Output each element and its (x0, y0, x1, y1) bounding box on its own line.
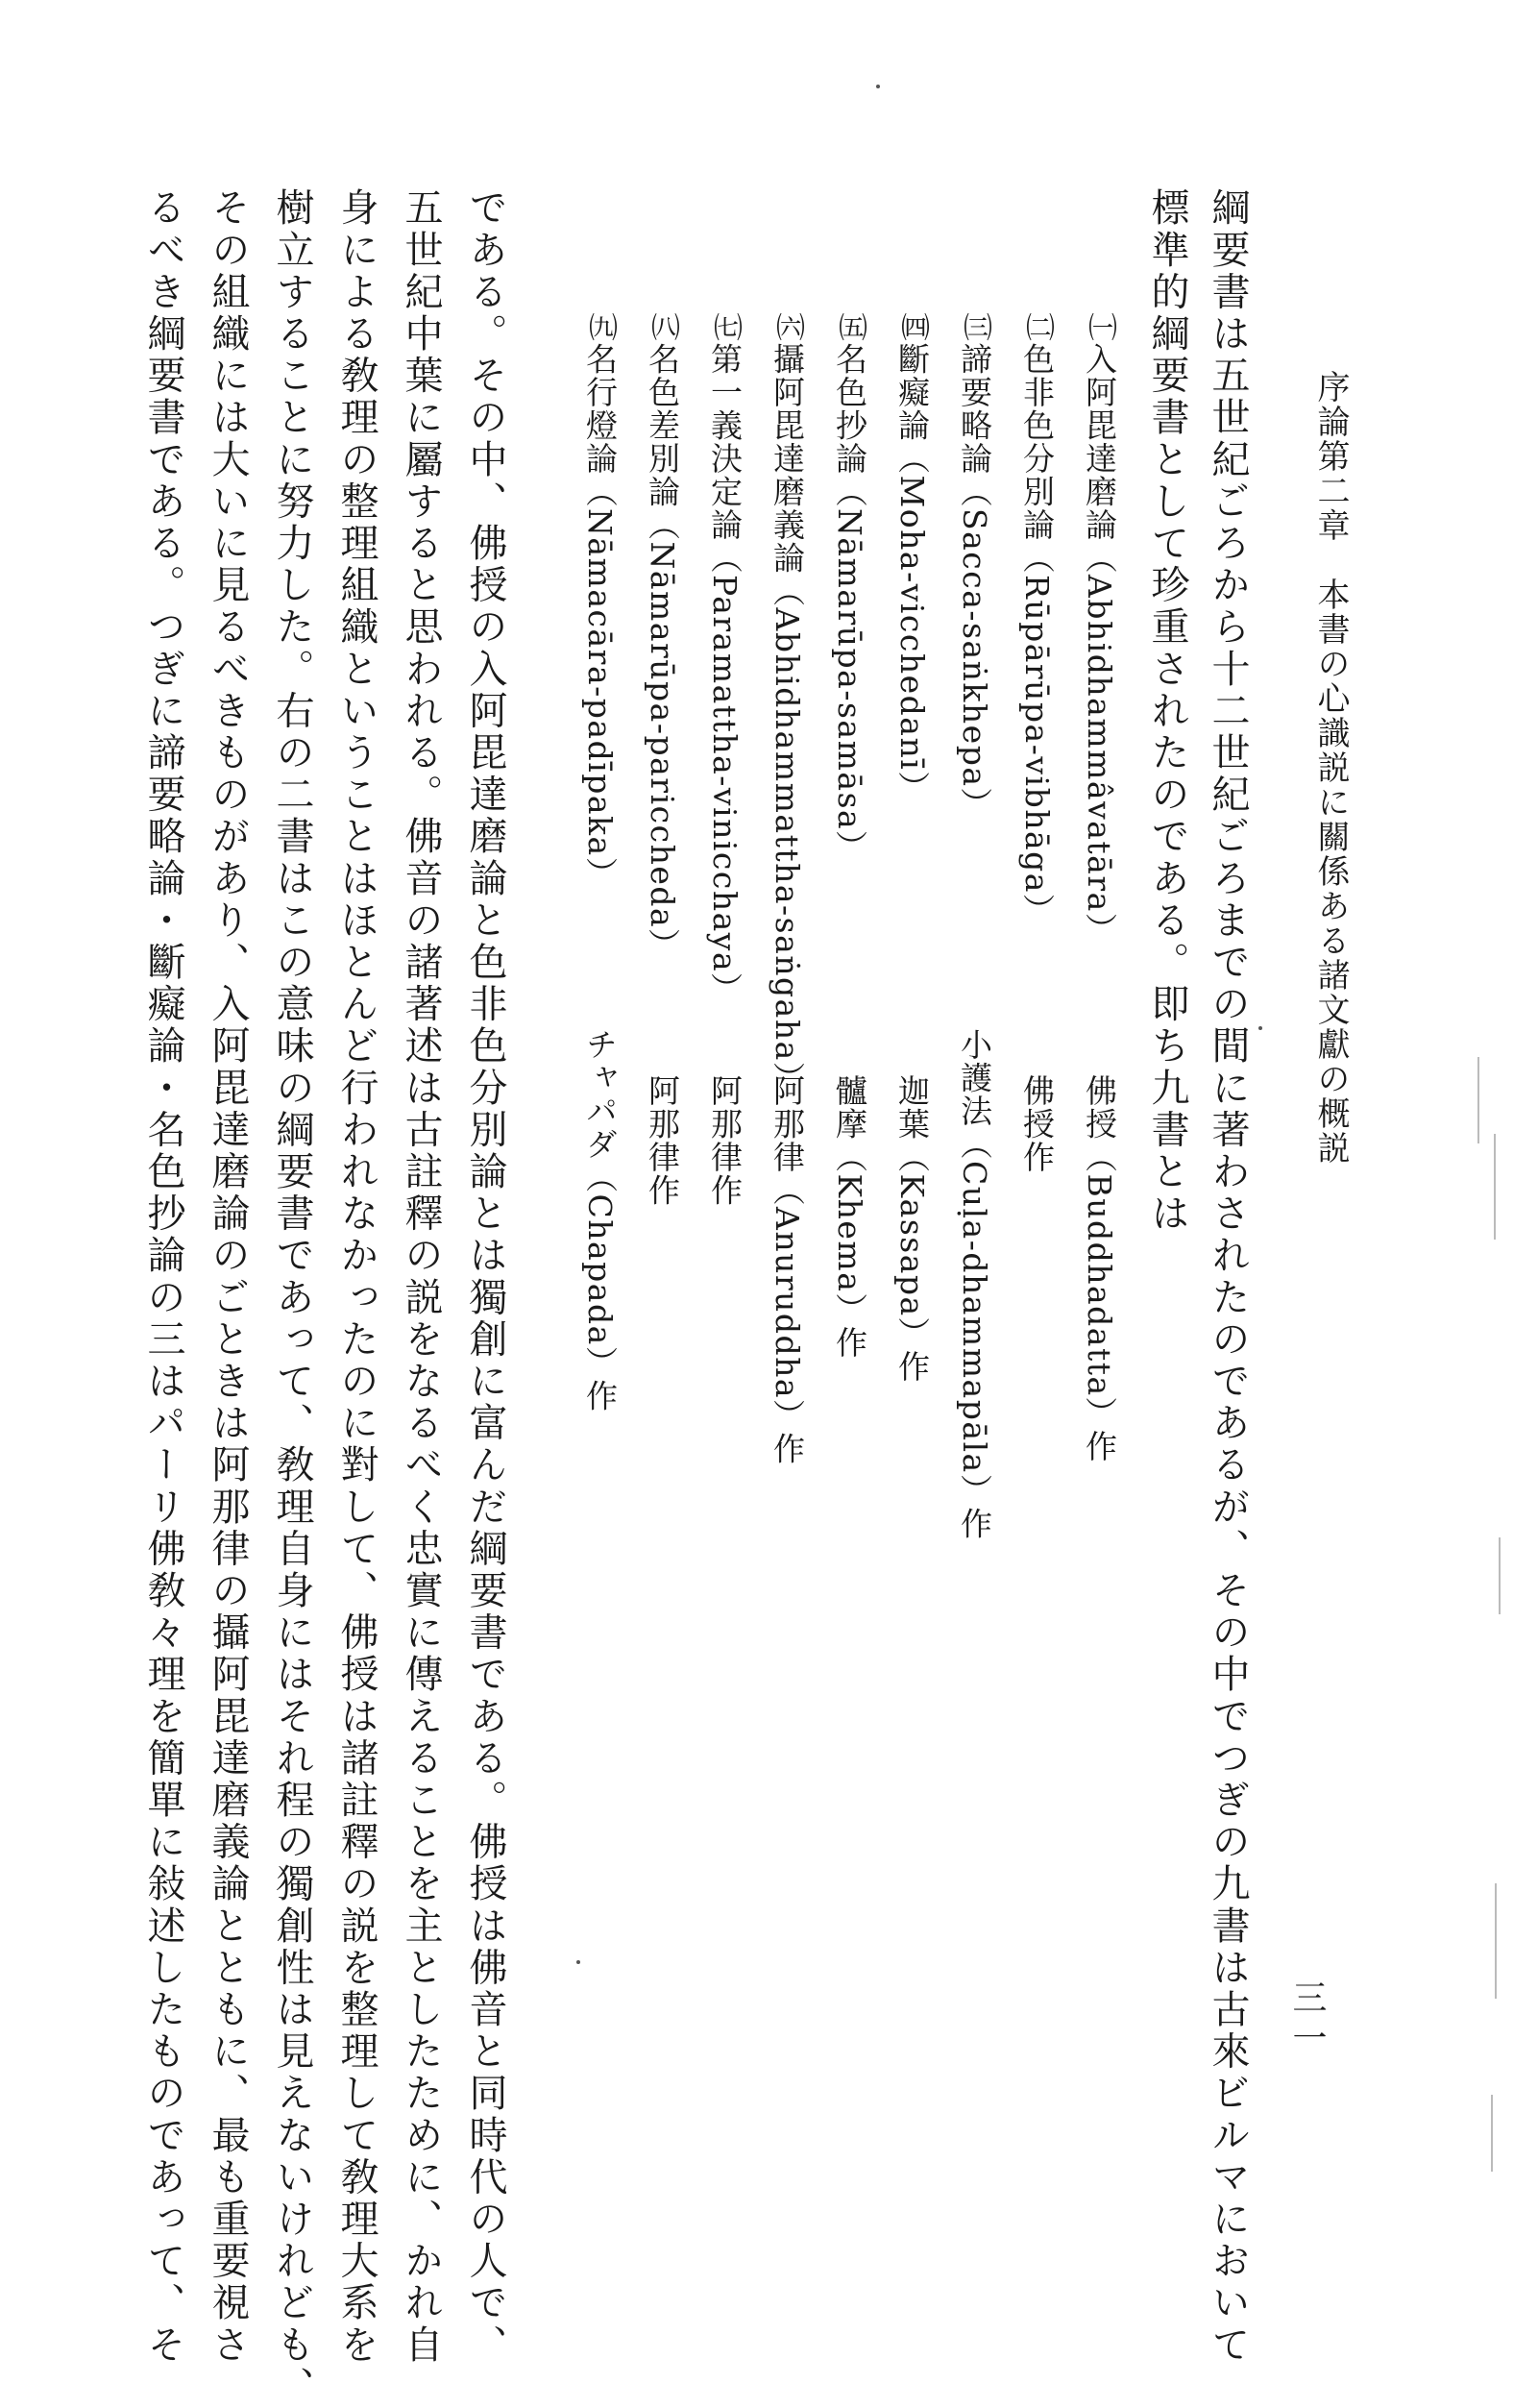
book-author: 佛授（Buddhadatta）作 (1081, 1074, 1118, 1463)
page-edge-shadow (1499, 1537, 1501, 1614)
list-item (706, 312, 744, 1006)
body-line: るべき綱要書である。つぎに諦要略論・斷癡論・名色抄論の三はパーリ佛敎々理を簡單に敍述したものであって、そ (141, 187, 185, 2367)
list-number: ㈢ (958, 312, 991, 343)
page-edge-shadow (1477, 1057, 1479, 1143)
page-number: 三一 (1287, 1979, 1327, 2060)
book-author: 髗摩（Khema）作 (831, 1074, 868, 1360)
list-number: ㈧ (646, 312, 679, 343)
book-title: 第一義決定論（Paramattha-vinicchaya） (706, 342, 744, 1006)
book-title: 名行燈論（Nāmacāra-padīpaka） (581, 342, 619, 891)
body-line: である。その中、佛授の入阿毘達磨論と色非色分別論とは獨創に富んだ綱要書である。佛授は佛音と同時代の人で、 (463, 187, 507, 2367)
body-line: 五世紀中葉に屬すると思われる。佛音の諸著述は古註釋の説をなるべく忠實に傳えることを主としたために、かれ自 (399, 187, 443, 2367)
scan-speck (576, 1960, 580, 1964)
book-title: 斷癡論（Moha-vicchedanī） (893, 342, 931, 804)
body-line: 身による敎理の整理組織ということはほとんど行われなかったのに對して、佛授は諸註釋の説を整理して敎理大系を (334, 187, 378, 2367)
list-item (581, 312, 619, 891)
list-item (769, 312, 806, 1095)
list-item (1018, 312, 1056, 927)
book-title: 攝阿毘達磨義論（Abhidhammattha-saṅgaha） (769, 342, 806, 1095)
intro-line-2: 標準的綱要書として珍重されたのである。即ち九書とは (1145, 187, 1189, 1235)
body-line: 樹立することに努力した。右の二書はこの意味の綱要書であって、敎理自身にはそれ程の獨創性は見えないけれども、 (270, 187, 314, 2408)
list-item (956, 312, 993, 822)
page-edge-shadow (1491, 2095, 1493, 2172)
book-title: 諦要略論（Sacca-saṅkhepa） (956, 342, 993, 822)
body-line: その組織には大いに見るべきものがあり、入阿毘達磨論のごときは阿那律の攝阿毘達磨義論とともに、最も重要視さ (206, 187, 250, 2367)
list-number: ㈡ (1020, 312, 1054, 343)
scan-speck (1258, 1026, 1262, 1030)
book-title: 名色差別論（Nāmarūpa-pariccheda） (644, 342, 681, 962)
page-edge-shadow (1495, 1883, 1497, 1999)
book-author: 迦葉（Kassapa）作 (893, 1074, 931, 1384)
book-author: 阿那律作 (644, 1074, 681, 1207)
book-title: 名色抄論（Nāmarūpa-samāsa） (831, 342, 868, 864)
list-item (831, 312, 868, 864)
book-author: 阿那律（Anuruddha）作 (769, 1074, 806, 1466)
list-item (893, 312, 931, 804)
list-item (644, 312, 681, 962)
scan-speck (876, 85, 880, 88)
book-title: 入阿毘達磨論（Abhidhammâvatāra） (1081, 342, 1118, 946)
list-number: ㈣ (895, 312, 929, 343)
list-item (1081, 312, 1118, 946)
book-author: 小護法（Cuḷa-dhammapāla）作 (956, 1028, 993, 1540)
list-number: ㈨ (583, 312, 617, 343)
list-number: ㈥ (770, 312, 804, 343)
book-title: 色非色分別論（Rūpārūpa-vibhāga） (1018, 342, 1056, 927)
list-number: ㈠ (1083, 312, 1116, 343)
page-edge-shadow (1494, 1134, 1496, 1240)
intro-line-1: 綱要書は五世紀ごろから十二世紀ごろまでの間に著わされたのであるが、その中でつぎの九書は古來ビルマにおいて (1206, 187, 1250, 2367)
list-number: ㈦ (708, 312, 742, 343)
list-number: ㈤ (833, 312, 867, 343)
book-author: チャパダ（Chapada）作 (581, 1028, 619, 1413)
running-header: 序論第二章 本書の心識説に關係ある諸文獻の概説 (1311, 370, 1350, 1166)
book-author: 阿那律作 (706, 1074, 744, 1207)
book-author: 佛授作 (1018, 1074, 1056, 1174)
